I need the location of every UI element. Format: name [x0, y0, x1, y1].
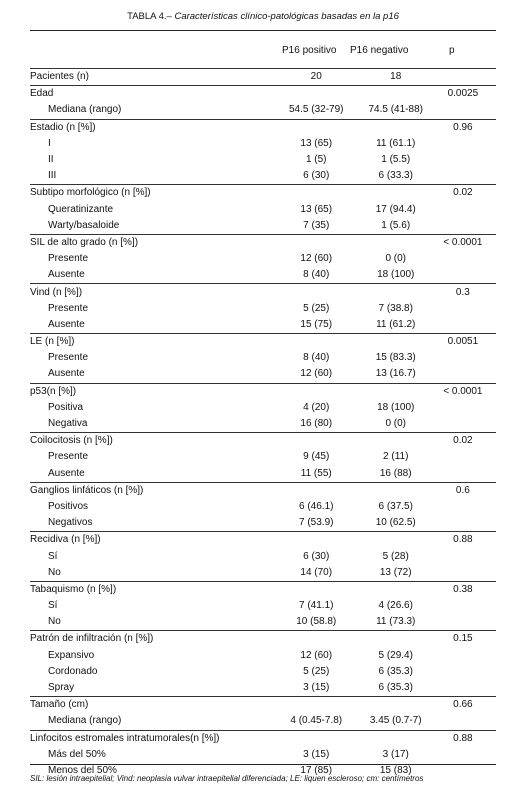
category-row	[30, 119, 496, 136]
p16-positive-cell: 13 (65)	[300, 137, 333, 149]
bottom-rule	[30, 764, 496, 765]
p16-negative-cell: 74.5 (41-88)	[368, 104, 423, 116]
p-value-cell	[430, 301, 496, 317]
p-value-cell	[430, 515, 496, 532]
p16-negative-cell: 1 (5.5)	[381, 154, 411, 166]
p16-positive-cell: 15 (75)	[300, 318, 333, 330]
p16-positive-cell: 12 (60)	[300, 649, 333, 661]
row-label: Presente	[48, 302, 89, 314]
row-label: Edad	[30, 86, 271, 103]
p16-negative-cell: 6 (33.3)	[378, 170, 413, 182]
row-label: Ausente	[48, 269, 85, 281]
p16-positive-cell: 16 (80)	[300, 418, 333, 430]
row-label: Tamaño (cm)	[30, 697, 271, 714]
table-row	[30, 648, 496, 664]
p16-positive-cell: 4 (20)	[303, 401, 330, 413]
table-row	[30, 218, 496, 235]
p16-negative-cell	[362, 185, 430, 202]
row-label: Mediana (rango)	[48, 715, 122, 727]
p16-positive-cell	[271, 697, 362, 714]
p16-positive-cell	[271, 234, 362, 251]
p-value-cell	[430, 416, 496, 433]
p-value-cell	[430, 267, 496, 284]
p16-negative-cell: 3 (17)	[382, 748, 409, 760]
p-value-cell	[430, 168, 496, 185]
row-label: No	[48, 616, 61, 628]
row-label: Coilocitosis (n [%])	[30, 433, 271, 450]
caption-title: Características clínico-patológicas basadas en la p16	[171, 11, 399, 22]
row-label: Patrón de infiltración (n [%])	[30, 631, 271, 648]
row-label: No	[48, 566, 61, 578]
category-row	[30, 433, 496, 450]
row-label: Warty/basaloide	[48, 219, 120, 231]
p-value-cell	[430, 400, 496, 416]
p-value-cell: 0.66	[430, 697, 496, 714]
row-label: Ganglios linfáticos (n [%])	[30, 482, 271, 499]
row-label: Positivos	[48, 500, 89, 512]
row-label: III	[48, 170, 57, 182]
p16-negative-cell: 18	[362, 69, 430, 86]
p16-negative-cell	[362, 433, 430, 450]
table-row	[30, 713, 496, 730]
p16-positive-cell: 9 (45)	[303, 451, 330, 463]
row-label: Ausente	[48, 318, 85, 330]
p16-positive-cell: 3 (15)	[303, 748, 330, 760]
p16-negative-cell	[362, 532, 430, 549]
p-value-cell	[430, 466, 496, 483]
p16-negative-cell	[362, 284, 430, 301]
p16-negative-cell	[362, 234, 430, 251]
p16-positive-cell	[271, 86, 362, 103]
row-label: Menos del 50%	[48, 764, 117, 776]
p16-positive-cell	[271, 334, 362, 351]
p16-negative-cell: 15 (83.3)	[375, 352, 416, 364]
p16-positive-cell: 5 (25)	[303, 665, 330, 677]
p16-negative-cell	[362, 730, 430, 747]
p16-positive-cell: 5 (25)	[303, 302, 330, 314]
table-row	[30, 680, 496, 697]
p16-positive-cell: 20	[271, 69, 362, 86]
p16-negative-cell	[362, 581, 430, 598]
row-label: Cordonado	[48, 665, 98, 677]
p-value-cell	[430, 664, 496, 680]
table-row	[30, 515, 496, 532]
p-value-cell: 0.0051	[430, 334, 496, 351]
footnote: SIL: lesión intraepitelial; Vind: neoplasia vulvar intraepitelial diferenciada; LE: liquen escleroso; cm: centímetros	[30, 774, 424, 783]
category-row	[30, 532, 496, 549]
row-label: Vind (n [%])	[30, 284, 271, 301]
p16-positive-cell: 1 (5)	[305, 154, 327, 166]
row-label: Mediana (rango)	[48, 104, 122, 116]
p16-negative-cell: 0 (0)	[385, 253, 406, 265]
category-row	[30, 581, 496, 598]
row-label: Ausente	[48, 467, 85, 479]
p-value-cell	[430, 152, 496, 168]
p16-negative-cell: 3.45 (0.7-7)	[369, 715, 422, 727]
table-row	[30, 400, 496, 416]
category-row	[30, 234, 496, 251]
p16-positive-cell: 12 (60)	[300, 253, 333, 265]
p-value-cell	[430, 350, 496, 366]
p16-positive-cell: 11 (55)	[300, 467, 332, 479]
header-p-value: p	[449, 45, 455, 56]
table-row	[30, 548, 496, 564]
clinicopathologic-table	[30, 68, 496, 779]
p-value-cell: 0.15	[430, 631, 496, 648]
p16-negative-cell	[362, 482, 430, 499]
p16-negative-cell: 11 (61.1)	[376, 137, 416, 149]
p-value-cell: < 0.0001	[430, 383, 496, 400]
table-row	[30, 202, 496, 218]
p16-negative-cell: 1 (5.6)	[381, 219, 411, 231]
p16-negative-cell: 15 (83)	[379, 764, 412, 776]
row-label: SIL de alto grado (n [%])	[30, 234, 271, 251]
table-row	[30, 366, 496, 383]
p16-negative-cell: 11 (73.3)	[376, 616, 416, 628]
table-row	[30, 565, 496, 582]
p16-positive-cell	[271, 631, 362, 648]
p16-negative-cell	[362, 86, 430, 103]
p-value-cell: 0.02	[430, 185, 496, 202]
row-label: II	[48, 154, 54, 166]
p16-negative-cell: 6 (37.5)	[378, 500, 413, 512]
p16-negative-cell: 13 (72)	[379, 566, 412, 578]
p16-positive-cell	[271, 730, 362, 747]
table-row	[30, 747, 496, 763]
p16-positive-cell: 13 (65)	[300, 203, 333, 215]
p16-positive-cell: 8 (40)	[303, 269, 330, 281]
p-value-cell	[430, 136, 496, 152]
p16-negative-cell: 10 (62.5)	[375, 517, 416, 529]
category-row	[30, 69, 496, 86]
p16-negative-cell: 4 (26.6)	[378, 600, 413, 612]
category-row	[30, 284, 496, 301]
category-row	[30, 334, 496, 351]
category-row	[30, 383, 496, 400]
p16-positive-cell: 3 (15)	[303, 682, 330, 694]
row-label: Positiva	[48, 401, 84, 413]
row-label: Sí	[48, 600, 58, 612]
category-row	[30, 86, 496, 103]
p16-negative-cell: 16 (88)	[379, 467, 412, 479]
p16-negative-cell	[362, 631, 430, 648]
p16-positive-cell	[271, 532, 362, 549]
p-value-cell: < 0.0001	[430, 234, 496, 251]
row-label: I	[48, 137, 51, 149]
p16-negative-cell: 17 (94.4)	[375, 203, 416, 215]
p16-negative-cell: 5 (29.4)	[378, 649, 413, 661]
row-label: Presente	[48, 352, 89, 364]
table-caption	[0, 11, 526, 22]
table-row	[30, 664, 496, 680]
p16-positive-cell	[271, 119, 362, 136]
p16-negative-cell: 11 (61.2)	[376, 318, 416, 330]
p-value-cell	[430, 69, 496, 86]
p16-negative-cell: 2 (11)	[383, 451, 409, 463]
p16-negative-cell: 18 (100)	[377, 401, 415, 413]
row-label: Negativos	[48, 517, 93, 529]
p16-positive-cell	[271, 581, 362, 598]
p-value-cell	[430, 251, 496, 267]
row-label: Más del 50%	[48, 748, 106, 760]
table-row	[30, 102, 496, 119]
p-value-cell	[430, 366, 496, 383]
category-row	[30, 482, 496, 499]
p16-negative-cell	[362, 334, 430, 351]
table-row	[30, 466, 496, 483]
row-label: Ausente	[48, 368, 85, 380]
row-label: Spray	[48, 682, 75, 694]
p16-positive-cell	[271, 185, 362, 202]
p16-positive-cell: 7 (41.1)	[299, 600, 334, 612]
p-value-cell	[430, 747, 496, 763]
category-row	[30, 697, 496, 714]
p16-positive-cell: 6 (46.1)	[299, 500, 334, 512]
p16-positive-cell	[271, 482, 362, 499]
row-label: Recidiva (n [%])	[30, 532, 271, 549]
row-label: Tabaquismo (n [%])	[30, 581, 271, 598]
p-value-cell	[430, 499, 496, 515]
p-value-cell	[430, 680, 496, 697]
row-label: Linfocitos estromales intratumorales(n [%])	[30, 730, 271, 747]
p16-negative-cell: 18 (100)	[377, 269, 415, 281]
p-value-cell	[430, 449, 496, 465]
table-row	[30, 416, 496, 433]
p-value-cell: 0.38	[430, 581, 496, 598]
table-row	[30, 350, 496, 366]
table-row	[30, 251, 496, 267]
row-label: p53(n [%])	[30, 383, 271, 400]
header-p16-positive: P16 positivo	[282, 45, 337, 56]
p-value-cell: 0.6	[430, 482, 496, 499]
p-value-cell	[430, 202, 496, 218]
table-row	[30, 168, 496, 185]
p16-positive-cell: 6 (30)	[303, 170, 330, 182]
table-row	[30, 317, 496, 334]
p-value-cell: 0.88	[430, 730, 496, 747]
p16-positive-cell: 4 (0.45-7.8)	[290, 715, 343, 727]
row-label: LE (n [%])	[30, 334, 271, 351]
category-row	[30, 730, 496, 747]
p16-positive-cell: 6 (30)	[303, 550, 330, 562]
row-label: Pacientes (n)	[30, 69, 271, 86]
p16-positive-cell: 17 (85)	[300, 764, 333, 776]
p16-negative-cell: 6 (35.3)	[378, 682, 413, 694]
table-row	[30, 152, 496, 168]
table-row	[30, 598, 496, 614]
p-value-cell	[430, 102, 496, 119]
header-p16-negative: P16 negativo	[350, 45, 409, 56]
row-label: Sí	[48, 550, 58, 562]
table-row	[30, 136, 496, 152]
p-value-cell	[430, 565, 496, 582]
p16-negative-cell: 13 (16.7)	[375, 368, 416, 380]
p16-negative-cell	[362, 697, 430, 714]
row-label: Estadio (n [%])	[30, 119, 271, 136]
p-value-cell: 0.88	[430, 532, 496, 549]
p16-positive-cell: 7 (53.9)	[299, 517, 334, 529]
p-value-cell	[430, 218, 496, 235]
p16-positive-cell	[271, 284, 362, 301]
top-rule	[30, 30, 496, 31]
table-body	[30, 69, 496, 780]
p-value-cell	[430, 648, 496, 664]
table-row	[30, 301, 496, 317]
p16-positive-cell: 8 (40)	[303, 352, 330, 364]
p16-negative-cell: 6 (35.3)	[378, 665, 413, 677]
table-row	[30, 449, 496, 465]
p-value-cell: 0.02	[430, 433, 496, 450]
row-label: Expansivo	[48, 649, 95, 661]
p-value-cell	[430, 598, 496, 614]
p16-negative-cell	[362, 119, 430, 136]
caption-lead: TABLA 4.–	[127, 11, 172, 22]
row-label: Presente	[48, 451, 89, 463]
category-row	[30, 185, 496, 202]
p16-negative-cell: 0 (0)	[385, 418, 406, 430]
p-value-cell: 0.96	[430, 119, 496, 136]
p-value-cell	[430, 548, 496, 564]
row-label: Presente	[48, 253, 89, 265]
table-row	[30, 267, 496, 284]
p16-negative-cell: 7 (38.8)	[378, 302, 413, 314]
p16-positive-cell: 54.5 (32-79)	[289, 104, 344, 116]
p-value-cell	[430, 317, 496, 334]
p16-positive-cell	[271, 383, 362, 400]
table-row	[30, 499, 496, 515]
p-value-cell: 0.3	[430, 284, 496, 301]
row-label: Subtipo morfológico (n [%])	[30, 185, 271, 202]
row-label: Queratinizante	[48, 203, 114, 215]
p16-positive-cell: 7 (35)	[303, 219, 330, 231]
p-value-cell: 0.0025	[430, 86, 496, 103]
row-label: Negativa	[48, 418, 88, 430]
p16-positive-cell	[271, 433, 362, 450]
table-row	[30, 614, 496, 631]
p16-negative-cell: 5 (28)	[382, 550, 409, 562]
p16-positive-cell: 14 (70)	[300, 566, 333, 578]
p16-negative-cell	[362, 383, 430, 400]
p-value-cell	[430, 614, 496, 631]
p-value-cell	[430, 713, 496, 730]
p16-positive-cell: 12 (60)	[300, 368, 333, 380]
p16-positive-cell: 10 (58.8)	[296, 616, 337, 628]
category-row	[30, 631, 496, 648]
